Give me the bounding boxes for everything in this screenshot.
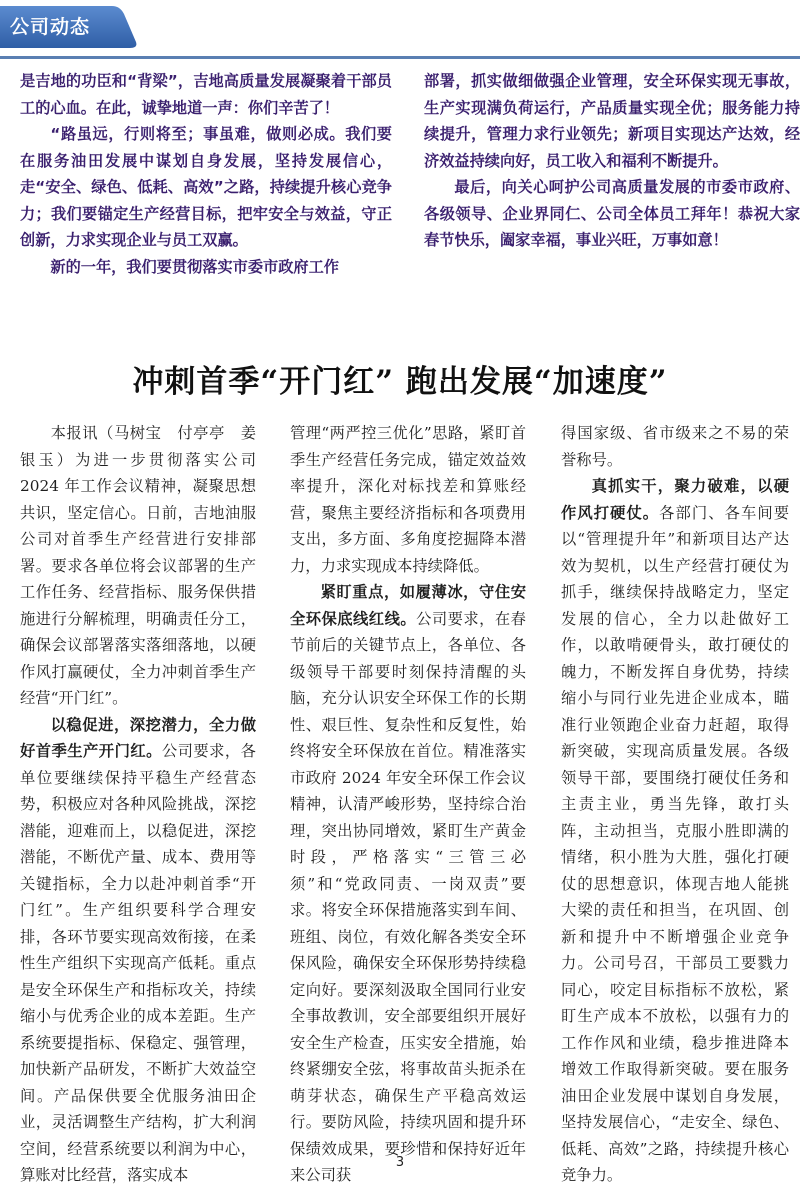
paragraph-body: 公司要求，在春节前后的关键节点上，各单位、各级领导干部要时刻保持清醒的头脑，充分认识安全环保工作的长期性、艰巨性、复杂性和反复性，始终将安全环保放在首位。精准落实市政府 2024 年安全环保工作会议精神，认清严峻形势，坚持综合治理，突出协同增效，紧盯生产黄金时段，严格落实“三管三必须”和“党政同责、一岗双责”要求。将安全环保措施落实到车间、班组、岗位，有效化解各类安全环保风险，确保安全环保形势持续稳定向好。要深刻汲取全国同行业安全事故教训，安全部要组织开展好安全生产检查，压实安全措施，始终紧绷安全弦，将事故苗头扼杀在萌芽状态，确保生产平稳高效运行。要防风险，持续巩固和提升环保绩效成果，要珍惜和保持好近年来公司获 [290,609,526,1184]
article-paragraph: 本报讯（马树宝 付亭亭 姜银玉）为进一步贯彻落实公司 2024 年工作会议精神，凝聚思想共识，坚定信心。日前，吉地油服公司对首季生产经营进行安排部署。要求各单位将会议部署的生产工作任务、经营指标、服务保供措施进行分解梳理，明确责任分工，确保会议部署落实落细落地，以硬作风打赢硬仗，全力冲刺首季生产经营“开门红”。 [20,424,256,707]
article-paragraph [561,473,789,1189]
paragraph-body: 公司要求，各单位要继续保持平稳生产经营态势，积极应对各种风险挑战，深挖潜能，迎难而上，以稳促进，深挖潜能，不断优产量、成本、费用等关键指标，全力以赴冲刺首季“开门红”。生产组织要科学合理安排，各环节要实现高效衔接，在柔性生产组织下实现高产低耗。重点是安全环保生产和指标攻关，持续缩小与优秀企业的成本差距。生产系统要提指标、保稳定、强管理，加快新产品研发，不断扩大效益空间。产品保供要全优服务油田企业，灵活调整生产结构，扩大利润空间，经营系统要以利润为中心，算账对比经营，落实成本 [20,742,256,1184]
article-paragraph [290,579,526,1189]
greeting-continuation [20,68,800,328]
article-paragraph: 管理“两严控三优化”思路，紧盯首季生产经营任务完成，锚定效益效率提升，深化对标找差和算账经营，聚焦主要经济指标和各项费用支出，多方面、多角度挖掘降本潜力，力求实现成本持续降低。 [290,424,526,575]
greeting-right-column [424,68,800,254]
greeting-paragraph: 是吉地的功臣和“背梁”，吉地高质量发展凝聚着干部员工的心血。在此，诚挚地道一声：你们辛苦了！ [20,72,392,117]
greeting-paragraph: 最后，向关心呵护公司高质量发展的市委市政府、各级领导、企业界同仁、公司全体员工拜年！恭祝大家春节快乐，阖家幸福，事业兴旺，万事如意！ [424,178,800,249]
page-number: 3 [395,1155,405,1170]
article-column-3 [561,420,789,1189]
subheading: 真抓实干，聚力破难，以硬作风打硬仗。 [561,477,789,522]
article-paragraph [20,712,256,1189]
article-column-2 [290,420,526,1189]
article-paragraph: 得国家级、省市级来之不易的荣誉称号。 [561,424,789,469]
article-column-1 [20,420,256,1189]
greeting-left-column [20,68,392,280]
subheading: 以稳促进，深挖潜力，全力做好首季生产开门红。 [20,715,256,760]
article-headline: 冲刺首季“开门红” 跑出发展“加速度” [132,364,668,400]
section-label: 公司动态 [10,16,91,38]
greeting-paragraph: “路虽远，行则将至；事虽难，做则必成。我们要在服务油田发展中谋划自身发展，坚持发展信心，走“安全、绿色、低耗、高效”之路，持续提升核心竞争力；我们要锚定生产经营目标，把牢安全与效益，守正创新，力求实现企业与员工双赢。 [20,125,392,249]
subheading: 紧盯重点，如履薄冰，守住安全环保底线红线。 [290,583,526,628]
paragraph-body: 各部门、各车间要以“管理提升年”和新项目达产达效为契机，以生产经营打硬仗为抓手，继续保持战略定力，坚定发展的信心，全力以赴做好工作，以敢啃硬骨头，敢打硬仗的魄力，不断发挥自身优势，持续缩小与同行业先进企业成本，瞄准行业领跑企业奋力赶超，取得新突破，实现高质量发展。各级领导干部，要围绕打硬仗任务和主责主业，勇当先锋，敢打头阵，主动担当，克服小胜即满的情绪，积小胜为大胜，强化打硬仗的思想意识，体现吉地人能挑大梁的责任和担当，在巩固、创新和提升中不断增强企业竞争力。公司号召，干部员工要戮力同心，咬定目标指标不放松，紧盯生产成本不放松，以强有力的工作作风和业绩，稳步推进降本增效工作取得新突破。要在服务油田企业发展中谋划自身发展，坚持发展信心，“走安全、绿色、低耗、高效”之路，持续提升核心竞争力。 [561,503,789,1184]
greeting-paragraph: 部署，抓实做细做强企业管理，安全环保实现无事故，生产实现满负荷运行，产品质量实现全优；服务能力持续提升，管理力求行业领先；新项目实现达产达效，经济效益持续向好，员工收入和福利不断提升。 [424,72,800,170]
greeting-paragraph: 新的一年，我们要贯彻落实市委市政府工作 [50,257,339,276]
header-rule [0,56,800,59]
section-tab [0,0,138,60]
